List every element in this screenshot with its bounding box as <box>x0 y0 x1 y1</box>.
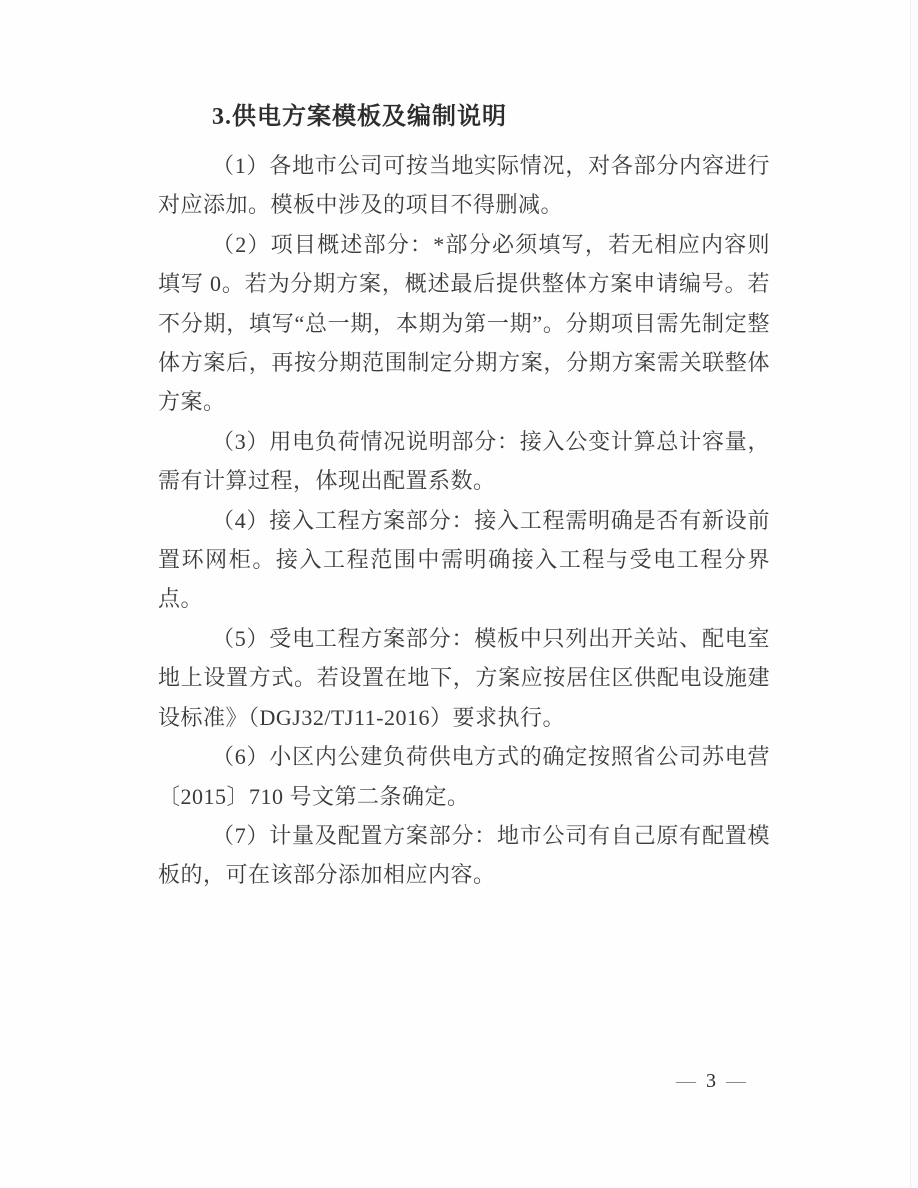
paragraph: （2）项目概述部分：*部分必须填写，若无相应内容则填写 0。若为分期方案，概述最后提供整体方案申请编号。若不分期，填写“总一期，本期为第一期”。分期项目需先制定整体方案后，再按分期范围制定分期方案，分期方案需关联整体方案。 <box>158 231 770 415</box>
paragraph: （7）计量及配置方案部分：地市公司有自己原有配置模板的，可在该部分添加相应内容。 <box>158 822 770 888</box>
page-number-value: 3 <box>706 1070 716 1092</box>
scan-edge-artifact <box>910 0 918 1188</box>
paragraph: （6）小区内公建负荷供电方式的确定按照省公司苏电营〔2015〕710 号文第二条确定。 <box>158 744 770 809</box>
paragraph: （3）用电负荷情况说明部分：接入公变计算总计容量，需有计算过程，体现出配置系数。 <box>158 428 770 494</box>
paragraph: （1）各地市公司可按当地实际情况，对各部分内容进行对应添加。模板中涉及的项目不得删减。 <box>158 153 770 218</box>
paragraph: （4）接入工程方案部分：接入工程需明确是否有新设前置环网柜。接入工程范围中需明确接入工程与受电工程分界点。 <box>158 507 770 612</box>
document-body <box>158 96 770 895</box>
page-number-left-dash: — <box>676 1070 696 1092</box>
page-title: 3.供电方案模板及编制说明 <box>212 104 507 130</box>
paragraph: （5）受电工程方案部分：模板中只列出开关站、配电室地上设置方式。若设置在地下，方案应按居住区供配电设施建设标准》（DGJ32/TJ11-2016）要求执行。 <box>158 625 770 730</box>
page-number-right-dash: — <box>726 1070 746 1092</box>
page-number <box>676 1068 746 1094</box>
